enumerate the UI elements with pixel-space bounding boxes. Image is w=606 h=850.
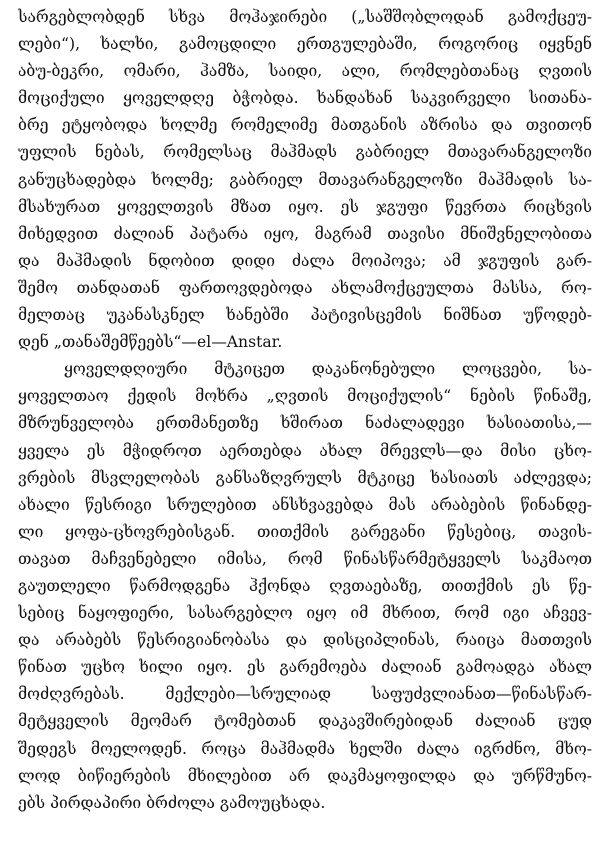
paragraph-2 bbox=[18, 356, 592, 817]
text-line: ლი ყოფა-ცხოვრებისგან. თითქმის გარეგანი წესებიც, თავის- bbox=[18, 522, 592, 541]
text-line: მიხედვით ძალიან პატარა იყო, მაგრამ თავისი მნიშვნელობითა bbox=[18, 224, 592, 243]
text-line: მოძღვრებას. მექლები—სრულიად საფუძვლიანათ—წინასწარ- bbox=[18, 685, 592, 704]
text-line: ყოველდღიური მტკიცეთ დაკანონებული ლოცვები, სა- bbox=[64, 360, 592, 379]
text-line: მეტყველის მეომარ ტომებთან დაკავშირებიდან ძალიან ცუდ bbox=[18, 712, 592, 731]
text-line: მსახურათ ყოველთვის მზათ იყო. ეს ჯგუფი წევრთა რიცხვის bbox=[18, 197, 592, 216]
text-line: აბუ-ბეკრი, ომარი, ჰამზა, საიდი, ალი, რომლებთანაც ღვთის bbox=[18, 62, 592, 81]
paragraph-1 bbox=[18, 4, 592, 356]
text-line: შემო თანდათან ფართოვდებოდა ახლამოქცეულთა მასსა, რო- bbox=[18, 278, 592, 297]
text-line: დენ „თანაშემწეებს“—el—Anstar. bbox=[18, 333, 283, 352]
text-line: ვრების მსვლელობას განსაზღვრულს მტკიცე ხასიათს აძლევდა; bbox=[18, 468, 592, 487]
text-line: შედეგს მოელოდენ. როცა მაჰმადმა ხელში ძალა იგრძნო, მხო- bbox=[18, 739, 592, 758]
text-line: უფლის ნებას, რომელსაც მაჰმადს გაბრიელ მთავარანგელოზი bbox=[18, 143, 592, 162]
text-line: ლოდ ბიწიერების მხილებით არ დაკმაყოფილდა და ურწმუნო- bbox=[18, 766, 592, 785]
body-text bbox=[18, 4, 592, 817]
text-line: ბრე ეტყობოდა ხოლმე რომელიმე მათგანის აზრისა და თვითონ bbox=[18, 116, 592, 135]
text-line: ლები“), ხალხი, გამოცდილი ერთგულებაში, როგორიც იყვნენ bbox=[18, 35, 592, 54]
text-line: განუცხადებდა ხოლმე; გაბრიელ მთავარანგელოზი მაჰმადის სა- bbox=[18, 170, 592, 189]
text-line: ახალი წესრიგი სრულებით ანსხვავებდა მას არაბების წინანდე- bbox=[18, 495, 592, 514]
text-line: მელთაც უკანასკნელ ხანებში პატივისცემის ნიშნათ უწოდებ- bbox=[18, 306, 592, 325]
text-line: სებიც ნაყოფიერი, სასარგებლო იყო იმ მხრით, რომ იგი აჩვევ- bbox=[18, 604, 592, 623]
text-line: და მაჰმადის ნდობით დიდი ძალა მოიპოვა; ამ ჯგუფის გარ- bbox=[18, 251, 592, 270]
text-line: ებს პირდაპირი ბრძოლა გამოუცხადა. bbox=[18, 793, 326, 812]
text-line: და არაბებს წესრიგიანობასა და დისციპლინას, რაიცა მათთვის bbox=[18, 631, 592, 650]
text-line: ყველა ეს მჭიდროთ აერთებდა ახალ მრევლს—და მისი ცხო- bbox=[18, 441, 592, 460]
text-line: წინათ უცხო ხილი იყო. ეს გარემოება ძალიან გამოადგა ახალ bbox=[18, 658, 592, 677]
text-line: მზრუნველობა ერთმანეთზე ხშირათ ნაძალადევი ხასიათისა,— bbox=[18, 414, 592, 433]
text-line: მოციქული ყოველდღე ბჭობდა. ხანდახან საკვირველი სითანა- bbox=[18, 89, 592, 108]
text-line: გაუთლელი წარმოდგენა ჰქონდა ღვთაებაზე, თითქმის ეს წე- bbox=[18, 576, 592, 595]
text-line: სარგებლობდენ სხვა მოჰაჯირები („საშშობლოდან გამოქცეუ- bbox=[18, 8, 592, 26]
text-line: თავათ მაჩვენებელი იმისა, რომ წინასწარმეტყველს საკმაოთ bbox=[18, 549, 592, 568]
text-line: ყოველთაო ქედის მოხრა „ღვთის მოციქულის“ ნების წინაშე, bbox=[18, 387, 592, 406]
